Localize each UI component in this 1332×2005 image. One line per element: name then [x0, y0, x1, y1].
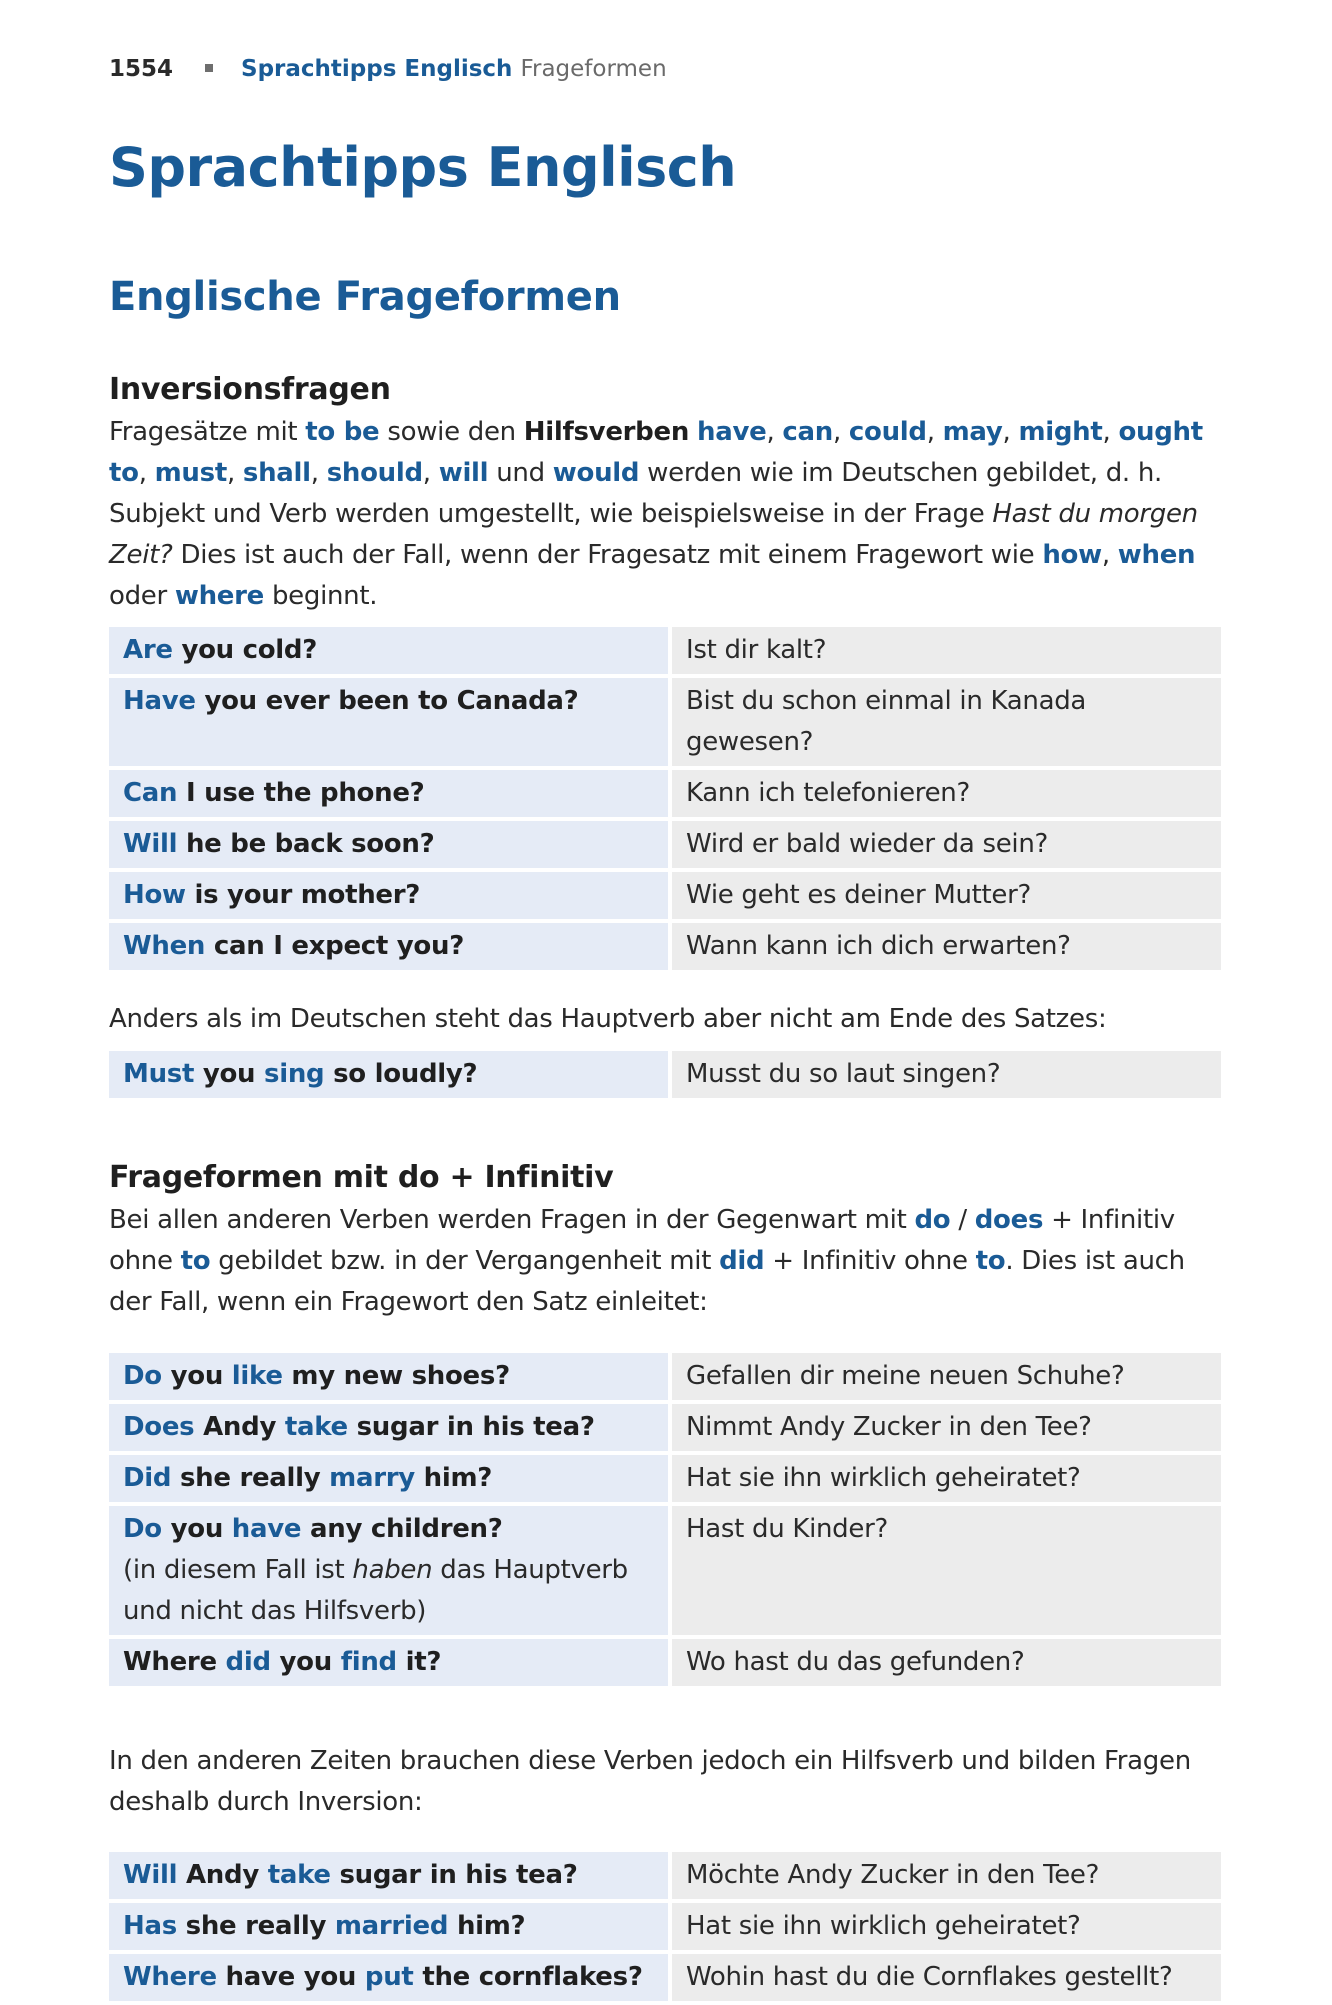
heading-inversionsfragen: Inversionsfragen	[109, 372, 391, 407]
highlighted-keyword: to	[975, 1246, 1006, 1276]
table-inversion-other-tenses	[105, 1848, 1225, 2005]
english-cell	[109, 1852, 668, 1899]
text-run: werden wie im Deutschen gebildet, d. h. Subjekt und Verb werden umgestellt, wie beispielsweise in der Frage	[109, 458, 1162, 529]
text-run: she really	[171, 1463, 330, 1493]
intro-paragraph-2	[109, 1200, 1229, 1323]
text-run: you cold?	[172, 635, 317, 665]
text-run: is your mother?	[185, 880, 421, 910]
table-row	[109, 872, 1221, 919]
highlighted-keyword: Will	[123, 829, 178, 859]
text-run: ,	[1101, 540, 1118, 570]
german-cell: Wo hast du das gefunden?	[672, 1639, 1221, 1686]
english-cell	[109, 1506, 668, 1635]
square-bullet-icon	[205, 64, 213, 72]
table-row	[109, 1903, 1221, 1950]
text-run: ,	[1002, 417, 1019, 447]
highlighted-keyword: Must	[123, 1059, 195, 1089]
highlighted-keyword: to	[180, 1246, 211, 1276]
text-run: + Infinitiv ohne	[764, 1246, 976, 1276]
text-run: she really	[176, 1911, 335, 1941]
text-run: ,	[1102, 417, 1119, 447]
highlighted-keyword: how	[1042, 540, 1102, 570]
german-cell: Hast du Kinder?	[672, 1506, 1221, 1635]
table-row	[109, 678, 1221, 766]
cell-note-italic: haben	[352, 1555, 433, 1585]
highlighted-keyword: would	[552, 458, 640, 488]
table-do-examples	[105, 1349, 1225, 1690]
text-run: my new shoes?	[282, 1361, 510, 1391]
highlighted-keyword: put	[364, 1962, 414, 1992]
text-run: he be back soon?	[177, 829, 435, 859]
text-run: him?	[414, 1463, 493, 1493]
german-cell: Möchte Andy Zucker in den Tee?	[672, 1852, 1221, 1899]
text-run: gebildet bzw. in der Vergangenheit mit	[210, 1246, 720, 1276]
text-run: Fragesätze mit	[109, 417, 306, 447]
text-run: ,	[138, 458, 155, 488]
text-run: you	[270, 1647, 341, 1677]
highlighted-keyword: find	[340, 1647, 397, 1677]
table-main-verb-example	[105, 1047, 1225, 1102]
german-cell: Musst du so laut singen?	[672, 1051, 1221, 1098]
text-run: Andy	[194, 1412, 285, 1442]
text-run: can I expect you?	[205, 931, 464, 961]
text-run: you	[194, 1059, 265, 1089]
text-run: you	[161, 1361, 232, 1391]
highlighted-keyword: Did	[123, 1463, 172, 1493]
text-run: so loudly?	[324, 1059, 478, 1089]
english-cell	[109, 627, 668, 674]
text-run: ,	[926, 417, 943, 447]
text-run: it?	[396, 1647, 442, 1677]
highlighted-keyword: Can	[123, 778, 178, 808]
section-title: Englische Frageformen	[109, 274, 621, 320]
german-cell: Wohin hast du die Cornflakes gestellt?	[672, 1954, 1221, 2001]
german-cell: Hat sie ihn wirklich geheiratet?	[672, 1903, 1221, 1950]
german-cell: Wird er bald wieder da sein?	[672, 821, 1221, 868]
heading-do-infinitiv: Frageformen mit do + Infinitiv	[109, 1160, 614, 1195]
text-run: ,	[766, 417, 783, 447]
highlighted-keyword: When	[123, 931, 206, 961]
english-cell	[109, 678, 668, 766]
german-cell: Wann kann ich dich erwarten?	[672, 923, 1221, 970]
table-row	[109, 923, 1221, 970]
highlighted-keyword: like	[231, 1361, 283, 1391]
highlighted-keyword: might	[1018, 417, 1103, 447]
highlighted-keyword: did	[225, 1647, 271, 1677]
text-run: und	[488, 458, 553, 488]
highlighted-keyword: to be	[305, 417, 380, 447]
text-run: sugar in his tea?	[330, 1860, 578, 1890]
highlighted-keyword: do	[914, 1205, 951, 1235]
highlighted-keyword: did	[719, 1246, 765, 1276]
text-run: sowie den	[379, 417, 524, 447]
table-row	[109, 627, 1221, 674]
english-cell	[109, 1455, 668, 1502]
text-run: sugar in his tea?	[347, 1412, 595, 1442]
german-cell: Bist du schon einmal in Kanada gewesen?	[672, 678, 1221, 766]
text-run: beginnt.	[264, 581, 378, 611]
english-cell	[109, 1639, 668, 1686]
text-run: ,	[832, 417, 849, 447]
italic-example: Hast du morgen Zeit?	[109, 499, 1198, 570]
english-cell	[109, 872, 668, 919]
text-run: + Infinitiv ohne	[109, 1205, 1175, 1276]
table-row	[109, 821, 1221, 868]
running-header	[109, 56, 667, 82]
text-run: Andy	[177, 1860, 268, 1890]
text-run: I use the phone?	[177, 778, 425, 808]
text-run: Bei allen anderen Verben werden Fragen in der Gegenwart mit	[109, 1205, 915, 1235]
text-run: ,	[422, 458, 439, 488]
highlighted-keyword: Do	[123, 1361, 162, 1391]
highlighted-keyword: does	[974, 1205, 1044, 1235]
highlighted-keyword: may	[942, 417, 1003, 447]
highlighted-keyword: married	[334, 1911, 449, 1941]
german-cell: Ist dir kalt?	[672, 627, 1221, 674]
table-inversion-examples	[105, 623, 1225, 974]
cell-note: (in diesem Fall ist	[123, 1555, 353, 1585]
highlighted-keyword: sing	[264, 1059, 325, 1089]
highlighted-keyword: will	[438, 458, 489, 488]
highlighted-keyword: shall	[242, 458, 311, 488]
text-run: oder	[109, 581, 175, 611]
main-content	[109, 132, 1229, 2005]
english-cell	[109, 770, 668, 817]
header-subsection: Frageformen	[520, 56, 667, 82]
highlighted-keyword: can	[782, 417, 833, 447]
highlighted-keyword: How	[123, 880, 186, 910]
highlighted-keyword: should	[326, 458, 423, 488]
table-row	[109, 1852, 1221, 1899]
table-row	[109, 1954, 1221, 2001]
highlighted-keyword: marry	[329, 1463, 415, 1493]
table-row	[109, 1404, 1221, 1451]
text-run: ,	[226, 458, 243, 488]
german-cell: Hat sie ihn wirklich geheiratet?	[672, 1455, 1221, 1502]
highlighted-keyword: when	[1117, 540, 1196, 570]
german-cell: Gefallen dir meine neuen Schuhe?	[672, 1353, 1221, 1400]
note-paragraph-1: Anders als im Deutschen steht das Hauptverb aber nicht am Ende des Satzes:	[109, 1004, 1107, 1034]
intro-paragraph-1	[109, 412, 1229, 617]
english-cell	[109, 923, 668, 970]
text-run: have you	[216, 1962, 365, 1992]
table-row	[109, 1051, 1221, 1098]
table-row	[109, 1353, 1221, 1400]
german-cell: Nimmt Andy Zucker in den Tee?	[672, 1404, 1221, 1451]
text-run: /	[950, 1205, 975, 1235]
highlighted-keyword: have	[231, 1514, 302, 1544]
highlighted-keyword: must	[154, 458, 227, 488]
text-run: Dies ist auch der Fall, wenn der Fragesatz mit einem Fragewort wie	[172, 540, 1043, 570]
table-row	[109, 770, 1221, 817]
note-paragraph-2: In den anderen Zeiten brauchen diese Verben jedoch ein Hilfsverb und bilden Fragen deshalb durch Inversion:	[109, 1746, 1191, 1817]
highlighted-keyword: take	[267, 1860, 331, 1890]
english-cell	[109, 1404, 668, 1451]
header-section: Sprachtipps Englisch	[241, 56, 513, 82]
english-cell	[109, 1903, 668, 1950]
table-row	[109, 1639, 1221, 1686]
highlighted-keyword: Are	[123, 635, 173, 665]
text-run: any children?	[301, 1514, 503, 1544]
highlighted-keyword: have	[697, 417, 767, 447]
highlighted-keyword: ought to	[109, 417, 1203, 488]
english-cell	[109, 1051, 668, 1098]
table-row	[109, 1506, 1221, 1635]
cell-note: das Hauptverb und nicht das Hilfsverb)	[123, 1555, 628, 1626]
english-cell	[109, 1954, 668, 2001]
highlighted-keyword: where	[174, 581, 264, 611]
german-cell: Wie geht es deiner Mutter?	[672, 872, 1221, 919]
highlighted-keyword: Does	[123, 1412, 195, 1442]
highlighted-keyword: could	[848, 417, 927, 447]
highlighted-keyword: Where	[123, 1962, 217, 1992]
text-run: him?	[448, 1911, 526, 1941]
english-cell	[109, 1353, 668, 1400]
highlighted-keyword: Has	[123, 1911, 177, 1941]
table-row	[109, 1455, 1221, 1502]
english-cell	[109, 821, 668, 868]
text-run: Where	[123, 1647, 226, 1677]
german-cell: Kann ich telefonieren?	[672, 770, 1221, 817]
highlighted-keyword: take	[284, 1412, 348, 1442]
text-run: . Dies ist auch der Fall, wenn ein Fragewort den Satz einleitet:	[109, 1246, 1185, 1317]
highlighted-keyword: Will	[123, 1860, 178, 1890]
text-run	[689, 417, 697, 447]
text-run: the cornflakes?	[413, 1962, 643, 1992]
highlighted-keyword: Do	[123, 1514, 162, 1544]
text-run: ,	[310, 458, 327, 488]
highlighted-keyword: Have	[123, 686, 196, 716]
text-run: you ever been to Canada?	[195, 686, 579, 716]
page-number: 1554	[109, 56, 174, 82]
bold-term: Hilfsverben	[523, 417, 690, 447]
page-title: Sprachtipps Englisch	[109, 136, 737, 199]
text-run: you	[161, 1514, 232, 1544]
